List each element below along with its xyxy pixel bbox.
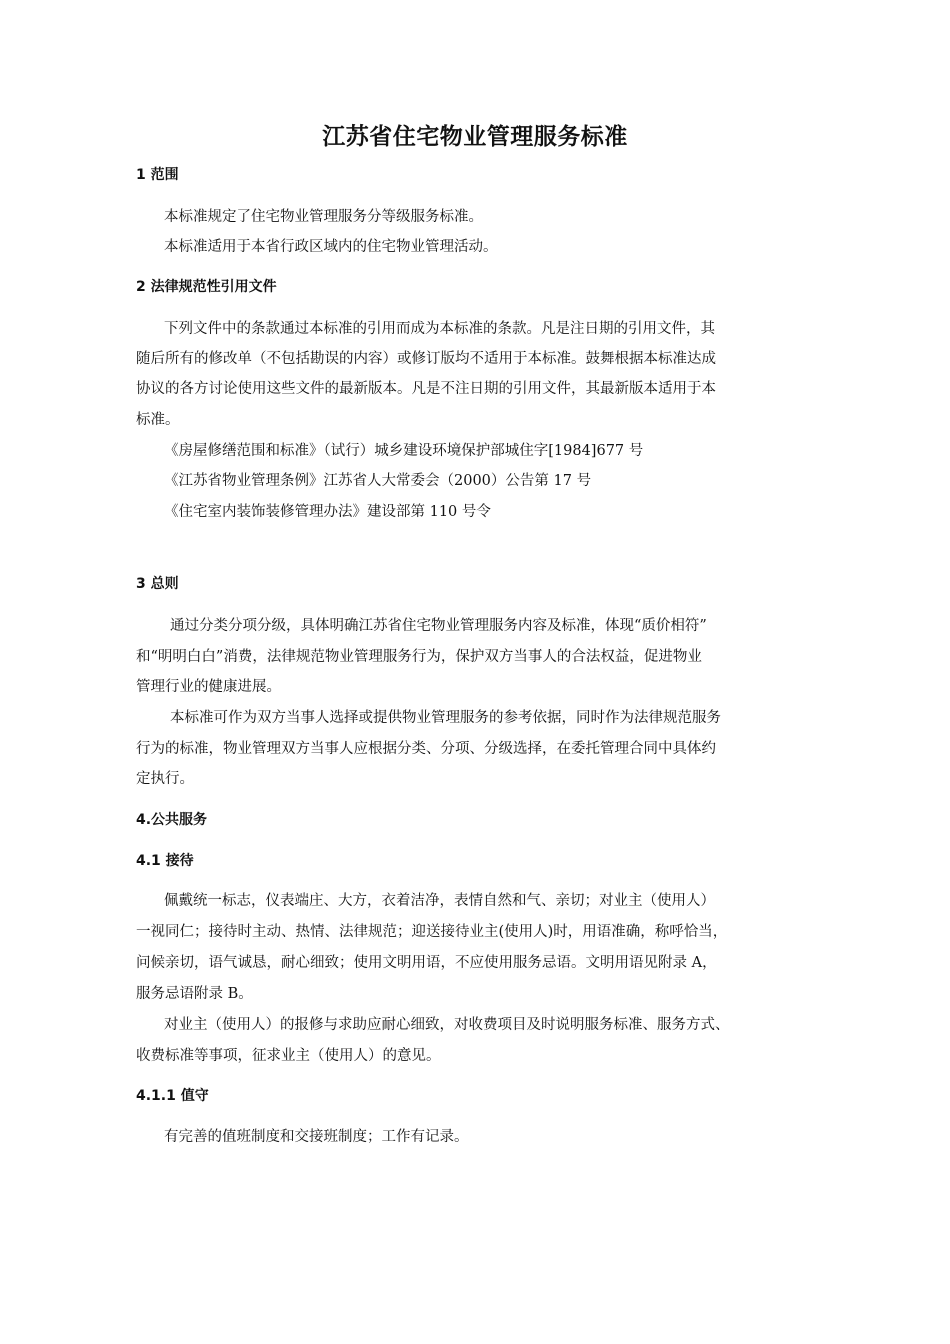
paragraph-line: 有完善的值班制度和交接班制度；工作有记录。	[164, 1129, 469, 1145]
paragraph-line: 定执行。	[136, 771, 194, 787]
heading-general: 3 总则	[136, 576, 179, 592]
reference-item: 《房屋修缮范围和标准》（试行）城乡建设环境保护部城住字[1984]677 号	[164, 443, 644, 459]
document-title: 江苏省住宅物业管理服务标准	[322, 124, 628, 150]
paragraph-line: 本标准规定了住宅物业管理服务分等级服务标准。	[164, 209, 483, 225]
paragraph-line: 管理行业的健康进展。	[136, 679, 281, 695]
paragraph-line: 收费标准等事项，征求业主（使用人）的意见。	[136, 1048, 441, 1064]
paragraph-line: 问候亲切，语气诚恳，耐心细致；使用文明用语，不应使用服务忌语。文明用语见附录 A，	[136, 955, 717, 971]
paragraph-line: 行为的标准，物业管理双方当事人应根据分类、分项、分级选择，在委托管理合同中具体约	[136, 741, 716, 757]
paragraph-line: 对业主（使用人）的报修与求助应耐心细致，对收费项目及时说明服务标准、服务方式、	[164, 1017, 730, 1033]
paragraph-line: 随后所有的修改单（不包括勘误的内容）或修订版均不适用于本标准。鼓舞根据本标准达成	[136, 351, 716, 367]
paragraph-line: 服务忌语附录 B。	[136, 986, 253, 1002]
paragraph-line: 本标准可作为双方当事人选择或提供物业管理服务的参考依据，同时作为法律规范服务	[170, 710, 721, 726]
heading-scope: 1 范围	[136, 167, 179, 183]
reference-item: 《江苏省物业管理条例》江苏省人大常委会（2000）公告第 17 号	[164, 473, 592, 489]
paragraph-line: 通过分类分项分级，具体明确江苏省住宅物业管理服务内容及标准，体现“质价相符”	[170, 618, 707, 634]
paragraph-line: 一视同仁；接待时主动、热情、法律规范；迎送接待业主(使用人)时，用语准确，称呼恰当，	[136, 924, 728, 940]
heading-references: 2 法律规范性引用文件	[136, 279, 277, 295]
heading-reception: 4.1 接待	[136, 853, 194, 869]
paragraph-line: 佩戴统一标志，仪表端庄、大方，衣着洁净，表情自然和气、亲切；对业主（使用人）	[164, 893, 715, 909]
heading-duty: 4.1.1 值守	[136, 1088, 209, 1104]
paragraph-line: 和“明明白白”消费，法律规范物业管理服务行为，保护双方当事人的合法权益，促进物业	[136, 649, 702, 665]
reference-item: 《住宅室内装饰装修管理办法》建设部第 110 号令	[164, 504, 491, 520]
paragraph-line: 标准。	[136, 412, 180, 428]
paragraph-line: 下列文件中的条款通过本标准的引用而成为本标准的条款。凡是注日期的引用文件，其	[164, 321, 715, 337]
heading-public-service: 4.公共服务	[136, 812, 208, 828]
paragraph-line: 本标准适用于本省行政区域内的住宅物业管理活动。	[164, 239, 498, 255]
paragraph-line: 协议的各方讨论使用这些文件的最新版本。凡是不注日期的引用文件，其最新版本适用于本	[136, 381, 716, 397]
